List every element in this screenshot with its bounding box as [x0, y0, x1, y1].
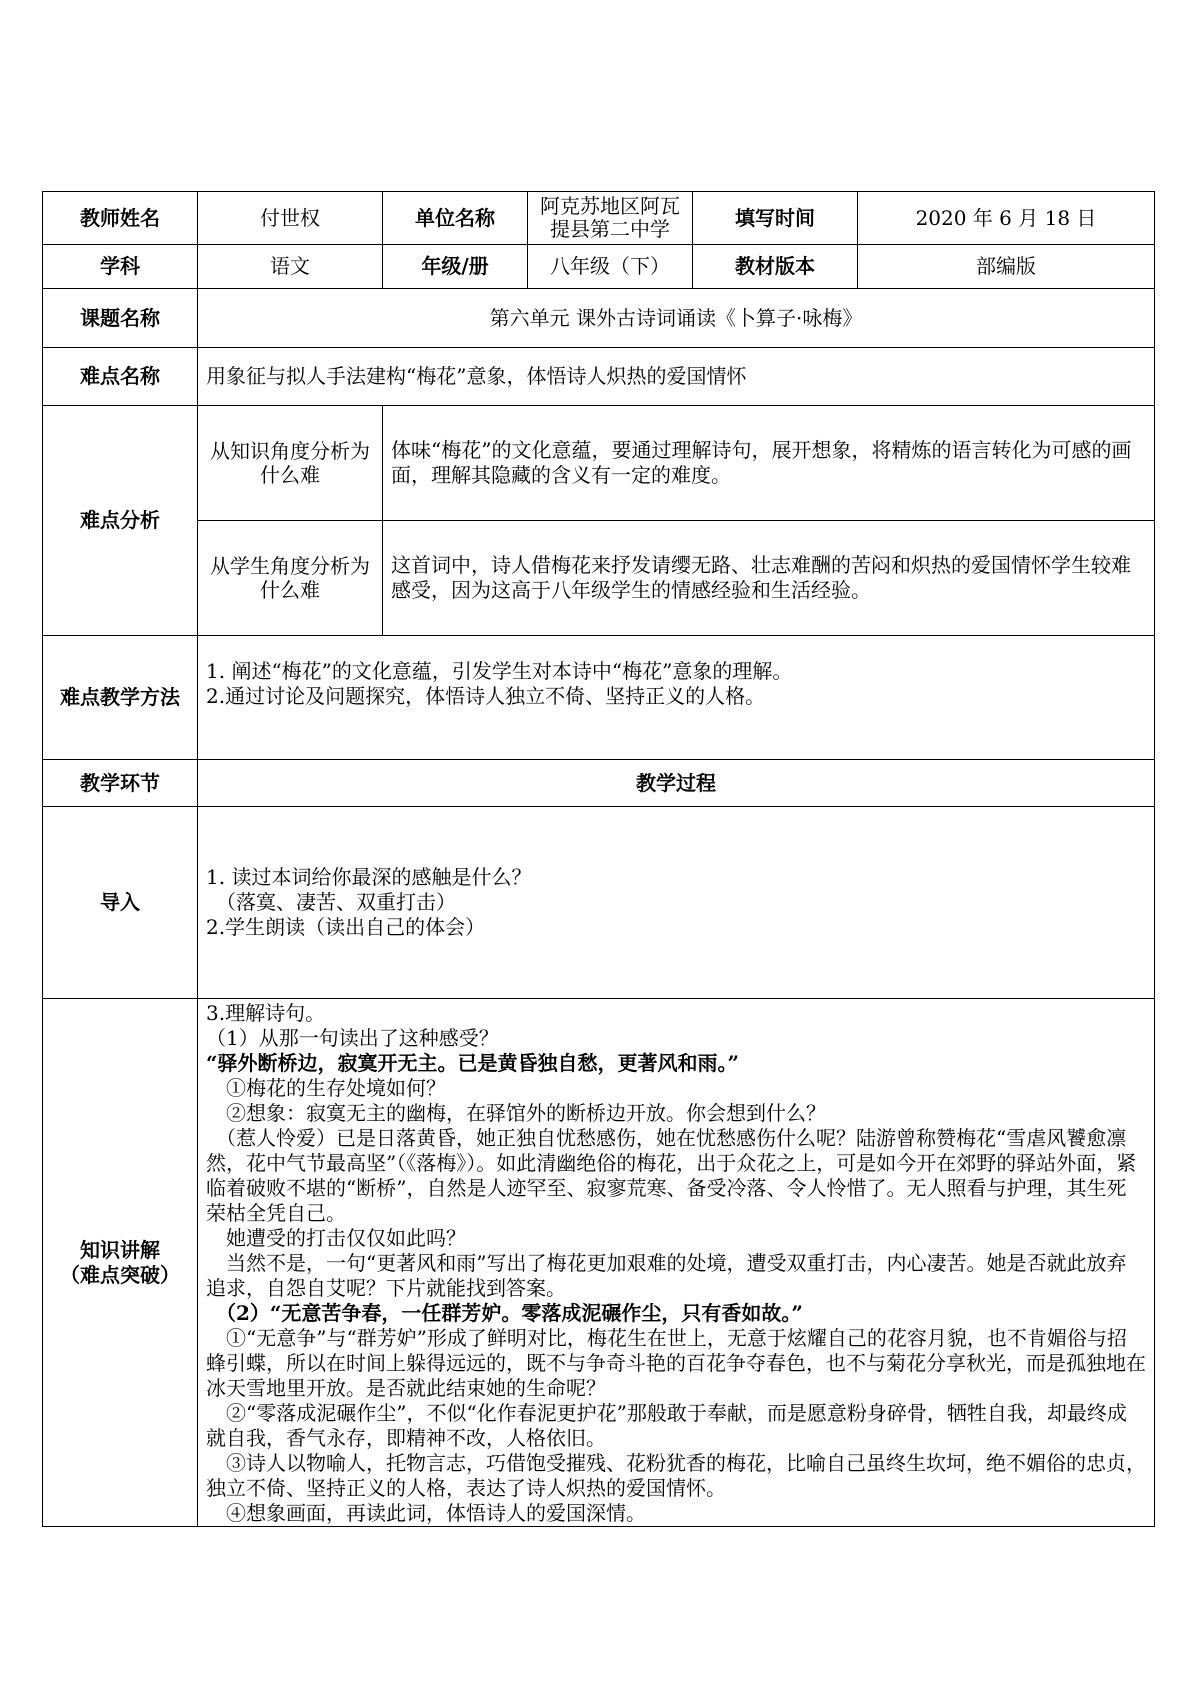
topic-value: 第六单元 课外古诗词诵读《卜算子·咏梅》: [198, 289, 1155, 348]
analysis-label: 难点分析: [43, 406, 198, 636]
fill-time-value: 2020 年 6 月 18 日: [858, 192, 1155, 245]
knowledge-paragraph: （2）“无意苦争春，一任群芳妒。零落成泥碾作尘，只有香如故。”: [206, 1301, 803, 1325]
knowledge-label-sub: （难点突破）: [60, 1262, 180, 1287]
knowledge-paragraph: “驿外断桥边，寂寞开无主。已是黄昏独自愁，更著风和雨。”: [206, 1051, 740, 1075]
process-header: 教学过程: [198, 760, 1155, 807]
grade-value: 八年级（下）: [528, 245, 693, 289]
student-angle-label: 从学生角度分析为什么难: [198, 521, 383, 636]
textbook-value: 部编版: [858, 245, 1155, 289]
knowledge-label-main: 知识讲解: [80, 1237, 160, 1262]
teacher-name-label: 教师姓名: [43, 192, 198, 245]
method-content: [198, 636, 1155, 760]
unit-name-value: 阿克苏地区阿瓦提县第二中学: [528, 192, 693, 245]
student-angle-text: 这首词中，诗人借梅花来抒发请缨无路、壮志难酬的苦闷和炽热的爱国情怀学生较难感受，因为这高于八年级学生的情感经验和生活经验。: [383, 521, 1155, 636]
difficulty-label: 难点名称: [43, 348, 198, 406]
textbook-label: 教材版本: [693, 245, 858, 289]
knowledge-paragraph: ②想象：寂寞无主的幽梅，在驿馆外的断桥边开放。你会想到什么？: [206, 1101, 826, 1125]
process-step-label: 教学环节: [43, 760, 198, 807]
teacher-name-value: 付世权: [198, 192, 383, 245]
difficulty-value: 用象征与拟人手法建构“梅花”意象，体悟诗人炽热的爱国情怀: [198, 348, 1155, 406]
method-line: 1. 阐述“梅花”的文化意蕴，引发学生对本诗中“梅花”意象的理解。: [206, 658, 793, 683]
knowledge-paragraph: 当然不是，一句“更著风和雨”写出了梅花更加艰难的处境，遭受双重打击，内心凄苦。她是否就此放弃追求，自怨自艾呢？下片就能找到答案。: [206, 1251, 1127, 1300]
knowledge-paragraph: 她遭受的打击仅仅如此吗？: [206, 1226, 466, 1250]
method-line: 2.通过讨论及问题探究，体悟诗人独立不倚、坚持正义的人格。: [206, 683, 766, 708]
lesson-plan-table: [42, 191, 1155, 1527]
intro-label: 导入: [43, 807, 198, 999]
knowledge-paragraph: （惹人怜爱）已是日落黄昏，她正独自忧愁感伤，她在忧愁感伤什么呢？陆游曾称赞梅花“雪虐风饕愈凛然，花中气节最高坚”（《落梅》）。如此清幽绝俗的梅花，出于众花之上，可是如今开在郊野的驿站外面，紧临着破败不堪的“断桥”，自然是人迹罕至、寂寥荒寒、备受冷落、令人怜惜了。无人照看与护理，其生死荣枯全凭自己。: [206, 1126, 1137, 1225]
knowledge-angle-text: 体味“梅花”的文化意蕴，要通过理解诗句，展开想象，将精炼的语言转化为可感的画面，理解其隐藏的含义有一定的难度。: [383, 406, 1155, 521]
knowledge-paragraph: ①梅花的生存处境如何？: [206, 1076, 446, 1100]
intro-line: 2.学生朗读（读出自己的体会）: [206, 915, 486, 939]
knowledge-paragraph: ③诗人以物喻人，托物言志，巧借饱受摧残、花粉犹香的梅花，比喻自己虽终生坎坷，绝不媚俗的忠贞，独立不倚、坚持正义的人格，表达了诗人炽热的爱国情怀。: [206, 1451, 1146, 1500]
knowledge-paragraph: ④想象画面，再读此词，体悟诗人的爱国深情。: [206, 1501, 646, 1525]
subject-value: 语文: [198, 245, 383, 289]
subject-label: 学科: [43, 245, 198, 289]
fill-time-label: 填写时间: [693, 192, 858, 245]
knowledge-label: [43, 999, 198, 1527]
intro-line: （落寞、凄苦、双重打击）: [206, 890, 456, 914]
unit-name-label: 单位名称: [383, 192, 528, 245]
intro-line: 1. 读过本词给你最深的感触是什么？: [206, 865, 532, 889]
knowledge-paragraph: （1）从那一句读出了这种感受？: [206, 1026, 499, 1050]
grade-label: 年级/册: [383, 245, 528, 289]
knowledge-paragraph: ①“无意争”与“群芳妒”形成了鲜明对比，梅花生在世上，无意于炫耀自己的花容月貌，也不肯媚俗与招蜂引蝶，所以在时间上躲得远远的，既不与争奇斗艳的百花争夺春色，也不与菊花分享秋光，而是孤独地在冰天雪地里开放。是否就此结束她的生命呢？: [206, 1326, 1146, 1400]
intro-content: [198, 807, 1155, 999]
knowledge-angle-label: 从知识角度分析为什么难: [198, 406, 383, 521]
topic-label: 课题名称: [43, 289, 198, 348]
knowledge-content: [198, 999, 1155, 1527]
knowledge-paragraph: ②“零落成泥碾作尘”，不似“化作春泥更护花”那般敢于奉献，而是愿意粉身碎骨，牺牲自我，却最终成就自我，香气永存，即精神不改，人格依旧。: [206, 1401, 1127, 1450]
knowledge-paragraph: 3.理解诗句。: [206, 1001, 326, 1025]
method-label: 难点教学方法: [43, 636, 198, 760]
